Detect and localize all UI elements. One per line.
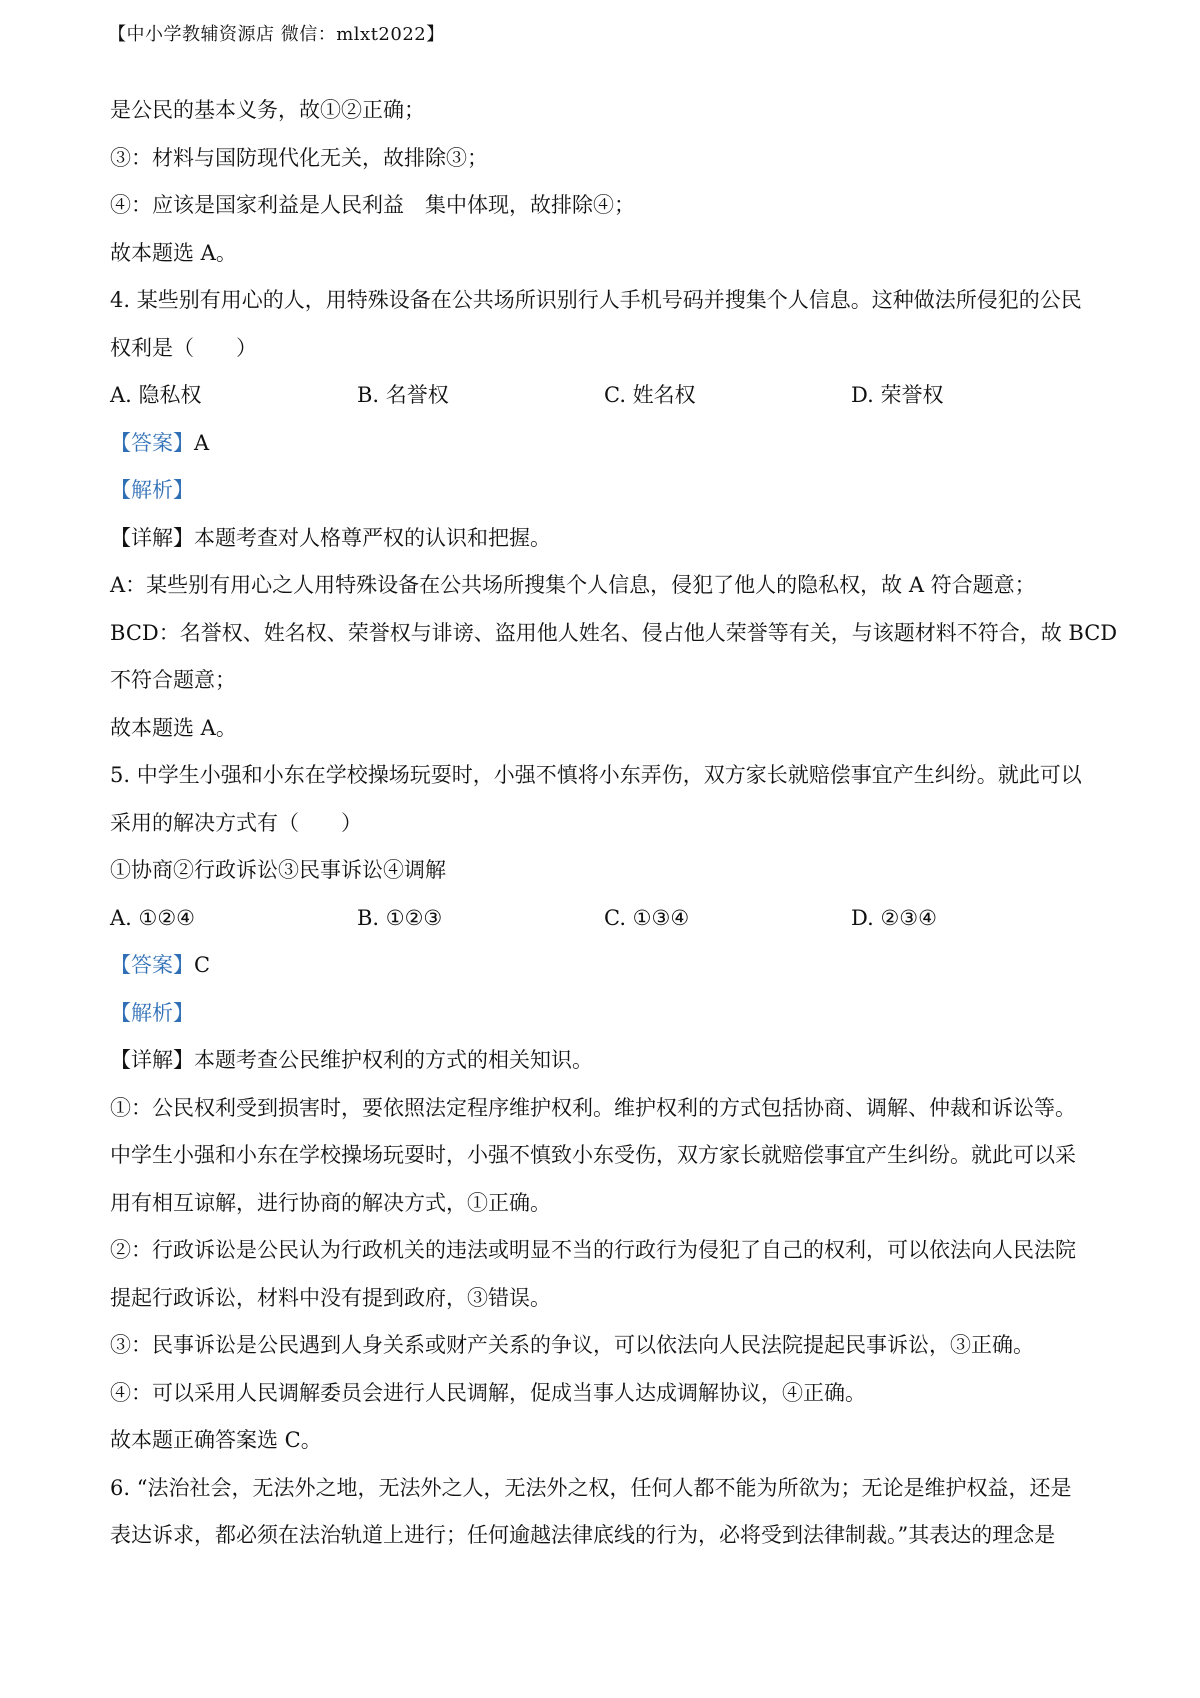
detail-line: ①：公民权利受到损害时，要依照法定程序维护权利。维护权利的方式包括协商、调解、仲裁和诉讼等。 [110, 1095, 1076, 1120]
detail-line: ④：可以采用人民调解委员会进行人民调解，促成当事人达成调解协议，④正确。 [110, 1380, 866, 1405]
document-content [110, 96, 1118, 1569]
question-5-stem: ①协商②行政诉讼③民事诉讼④调解 [110, 858, 446, 882]
text-line: 是公民的基本义务，故①②正确； [110, 98, 425, 122]
question-5-answer [110, 951, 1100, 979]
option-d: D. ②③④ [851, 905, 937, 930]
question-5-options [110, 904, 1100, 932]
answer-tag: 【答案】 [110, 430, 194, 455]
answer-tag: 【答案】 [110, 953, 194, 977]
question-4-stem: 权利是（ ） [110, 335, 257, 360]
detail-line: ③：民事诉讼是公民遇到人身关系或财产关系的争议，可以依法向人民法院提起民事诉讼，③正确。 [110, 1333, 1034, 1357]
question-4-options [110, 381, 1100, 409]
option-d: D. 荣誉权 [851, 383, 944, 407]
question-4-stem: 4. 某些别有用心的人，用特殊设备在公共场所识别行人手机号码并搜集个人信息。这种做法所侵犯的公民 [110, 288, 1082, 312]
question-4-answer [110, 429, 1100, 457]
option-a: A. ①②④ [110, 905, 195, 930]
detail-line: A：某些别有用心之人用特殊设备在公共场所搜集个人信息，侵犯了他人的隐私权，故 A 符合题意； [110, 573, 1036, 597]
detail-line: 【详解】本题考查公民维护权利的方式的相关知识。 [110, 1048, 593, 1072]
answer-value: A [194, 430, 210, 455]
detail-line: 提起行政诉讼，材料中没有提到政府，③错误。 [110, 1285, 551, 1310]
analysis-tag: 【解析】 [110, 478, 194, 502]
detail-line: 用有相互谅解，进行协商的解决方式，①正确。 [110, 1190, 551, 1215]
option-c: C. ①③④ [604, 905, 690, 930]
detail-line: BCD：名誉权、姓名权、荣誉权与诽谤、盗用他人姓名、侵占他人荣誉等有关，与该题材料不符合，故 BCD [110, 620, 1118, 645]
analysis-tag: 【解析】 [110, 1000, 194, 1025]
option-c: C. 姓名权 [604, 383, 696, 407]
text-line: ④：应该是国家利益是人民利益 集中体现，故排除④； [110, 193, 635, 217]
question-5-stem: 采用的解决方式有（ ） [110, 810, 362, 835]
text-line: 故本题选 A。 [110, 240, 237, 265]
detail-line: 中学生小强和小东在学校操场玩耍时，小强不慎致小东受伤，双方家长就赔偿事宜产生纠纷。就此可以采 [110, 1143, 1076, 1167]
question-5-stem: 5. 中学生小强和小东在学校操场玩耍时，小强不慎将小东弄伤，双方家长就赔偿事宜产生纠纷。就此可以 [110, 763, 1082, 787]
option-b: B. ①②③ [357, 905, 443, 930]
option-b: B. 名誉权 [357, 383, 449, 407]
detail-line: 不符合题意； [110, 668, 236, 692]
detail-line: 故本题选 A。 [110, 715, 237, 740]
page-header: 【中小学教辅资源店 微信：mlxt2022】 [108, 24, 445, 45]
detail-line: ②：行政诉讼是公民认为行政机关的违法或明显不当的行政行为侵犯了自己的权利，可以依法向人民法院 [110, 1238, 1076, 1262]
answer-value: C [194, 953, 211, 977]
detail-line: 【详解】本题考查对人格尊严权的认识和把握。 [110, 525, 551, 550]
option-a: A. 隐私权 [110, 383, 202, 407]
text-line: ③：材料与国防现代化无关，故排除③； [110, 145, 488, 170]
question-6-stem: 6. “法治社会，无法外之地，无法外之人，无法外之权，任何人都不能为所欲为；无论是维护权益，还是 [110, 1475, 1072, 1500]
detail-line: 故本题正确答案选 C。 [110, 1428, 322, 1452]
question-6-stem: 表达诉求，都必须在法治轨道上进行；任何逾越法律底线的行为，必将受到法律制裁。”其表达的理念是 [110, 1523, 1056, 1547]
